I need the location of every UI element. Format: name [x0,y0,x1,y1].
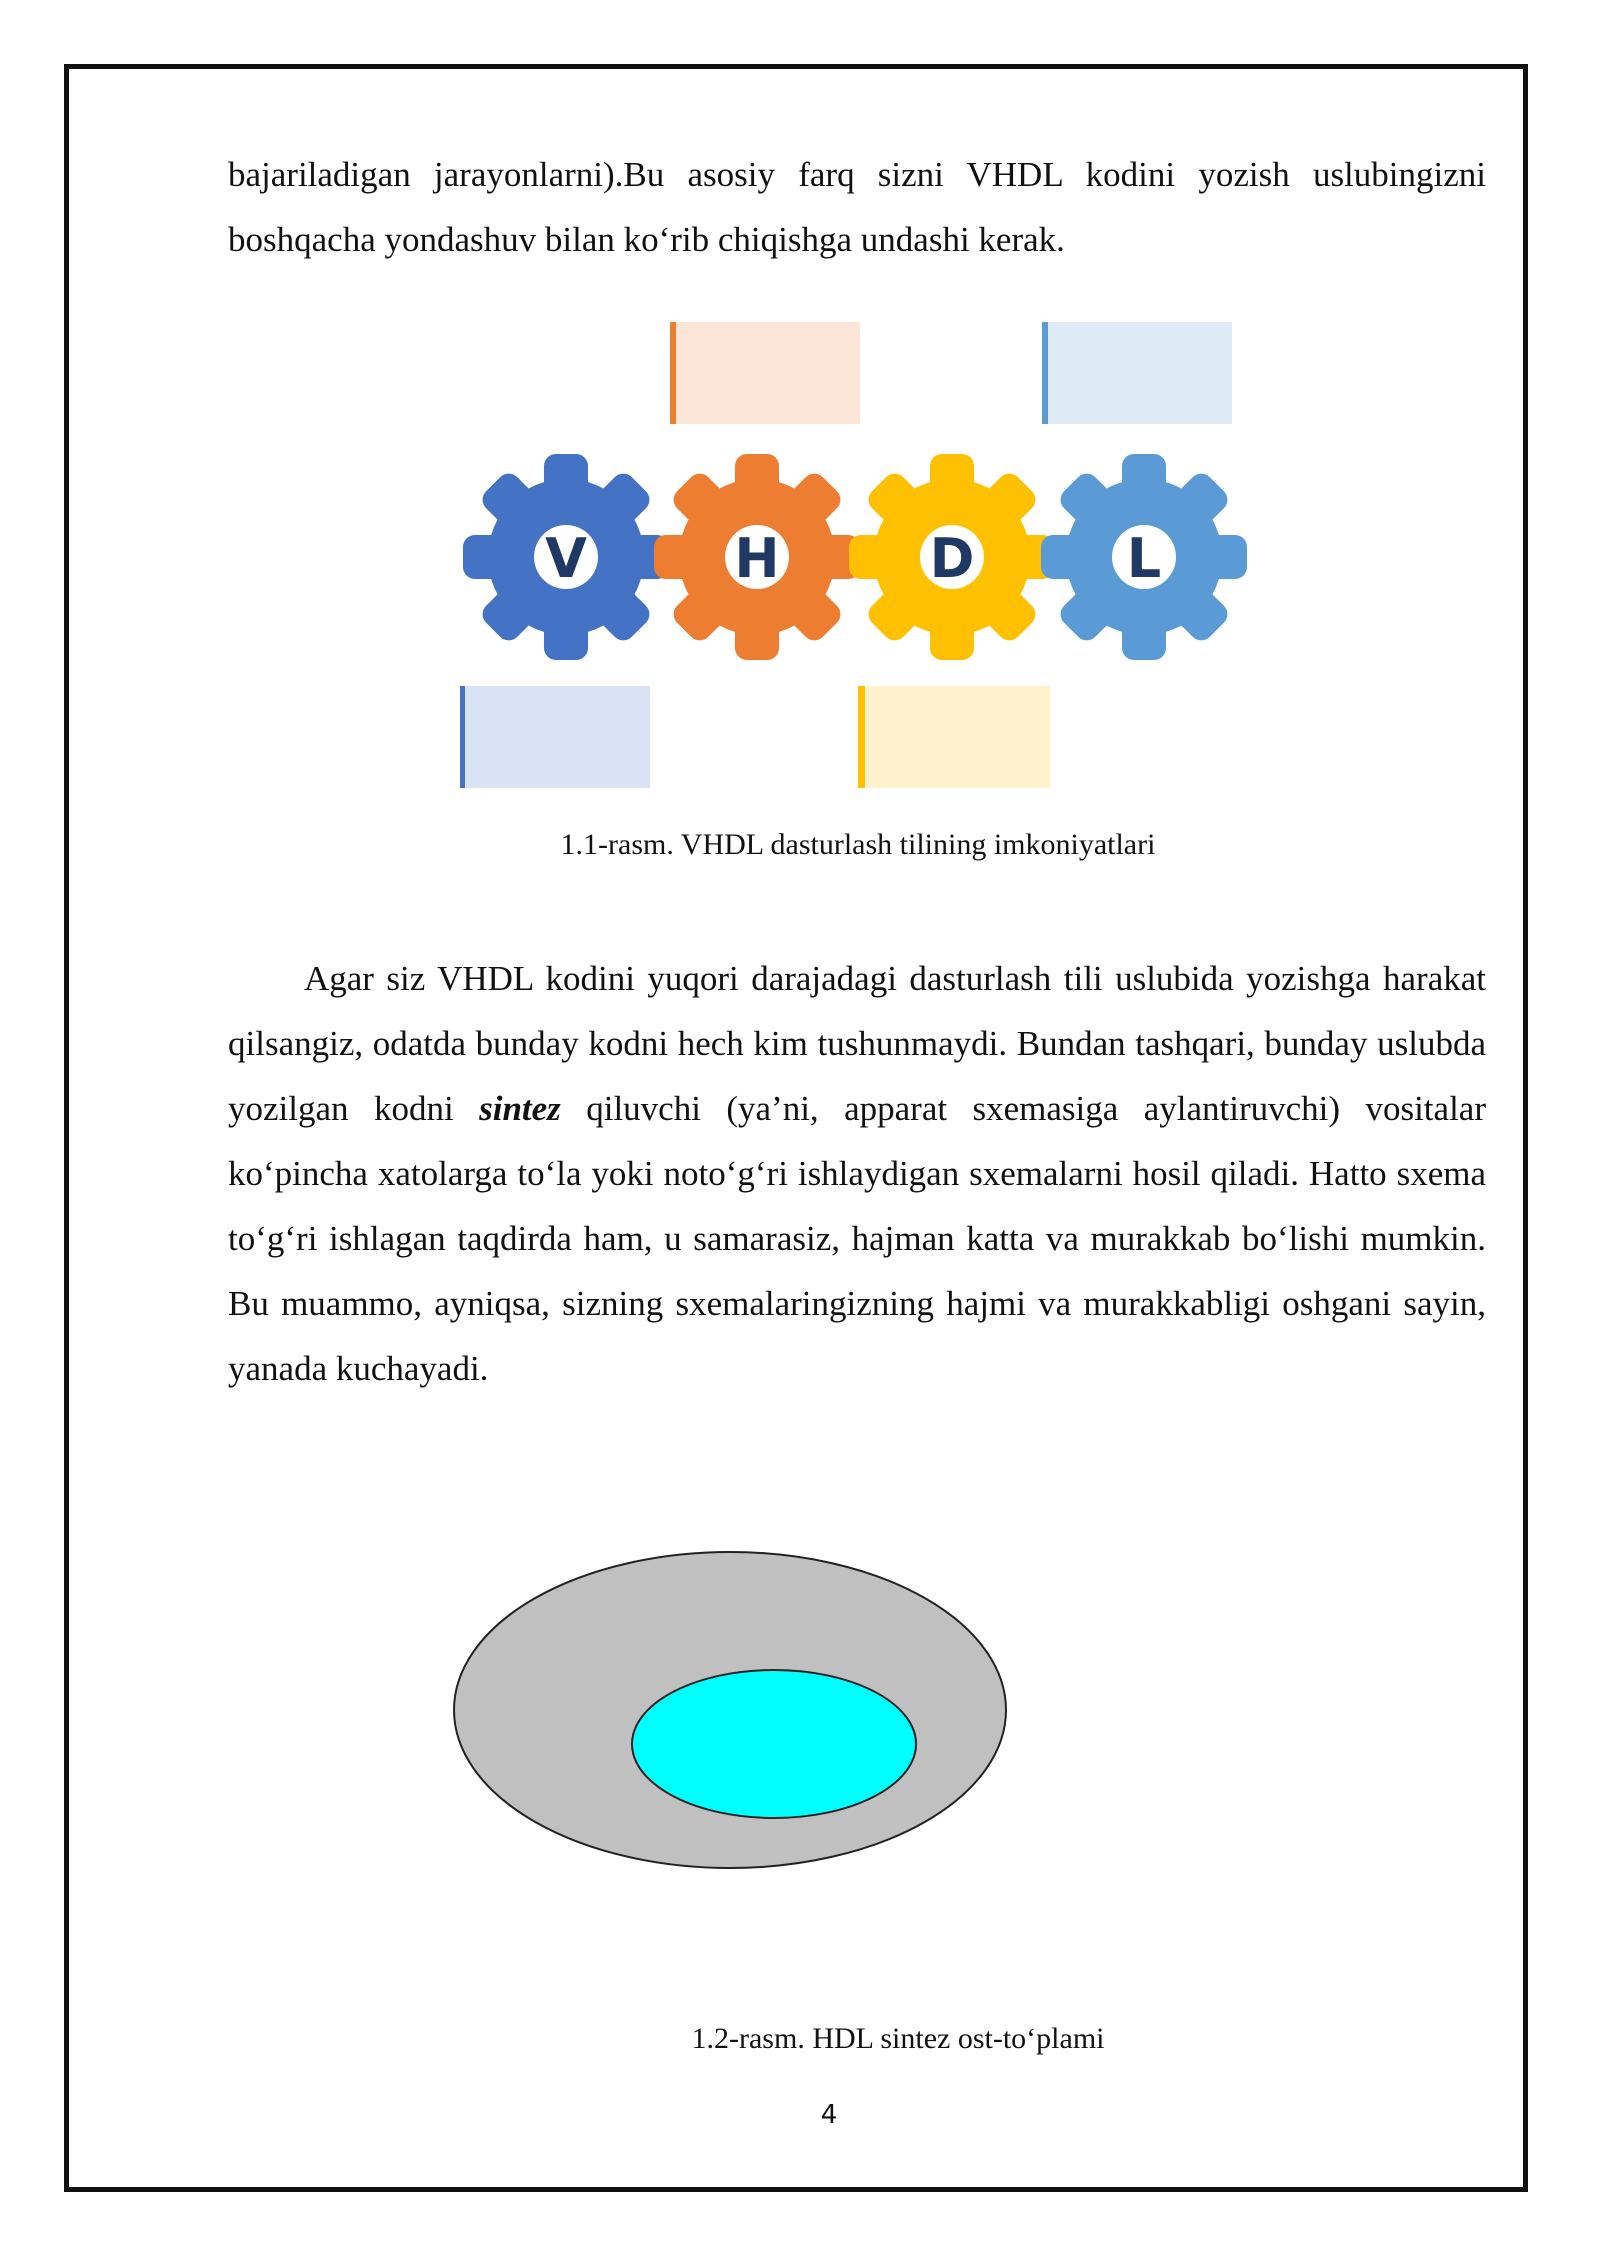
tile-blue-light-bar [1042,322,1048,424]
tile-yellow-bar [858,686,865,788]
inner-set-ellipse [632,1670,916,1818]
paragraph-2-text-a: Agar siz VHDL kodini yuqori darajadagi dasturlash tili uslubida yozishga harakat qilsangiz, odatda bunday kodni hech kim tushunmaydi. Bundan tashqari, bunday uslubda yozilgan kodni [228,959,1486,1128]
tile-orange [670,322,860,424]
gear-letter-l: L [1126,527,1162,590]
gear-v-icon [463,454,669,660]
tile-blue [460,686,650,788]
page-number: 4 [820,2100,838,2130]
figure-1-caption: 1.1-rasm. VHDL dasturlash tilining imkoniyatlari [560,828,1156,861]
figure-hdl-subset [440,1540,1020,1880]
tile-orange-bar [670,322,676,424]
gear-h-icon [654,454,860,660]
paragraph-2 [228,946,1486,1401]
paragraph-1: bajariladigan jarayonlarni).Bu asosiy farq sizni VHDL kodini yozish uslubingizni boshqacha yondashuv bilan ko‘rib chiqishga undashi kerak. [228,155,1486,259]
tile-blue-light [1042,322,1232,424]
gear-letter-h: H [734,527,780,590]
gear-l-icon [1041,454,1247,660]
tile-blue-bar [460,686,465,788]
gear-letter-d: D [929,527,975,590]
term-sintez: sintez [479,1089,561,1128]
paragraph-2-text-b: qiluvchi (ya’ni, apparat sxemasiga aylantiruvchi) vositalar ko‘pincha xatolarga to‘la yoki noto‘g‘ri ishlaydigan sxemalarni hosil qiladi. Hatto sxema to‘g‘ri ishlagan taqdirda ham, u samarasiz, hajman katta va murakkab bo‘lishi mumkin. Bu muammo, ayniqsa, sizning sxemalaringizning hajmi va murakkabligi oshgani sayin, yanada kuchayadi. [228,1089,1486,1388]
tile-yellow [858,686,1050,788]
figure-vhdl-gears [460,310,1260,810]
gear-d-icon [849,454,1055,660]
figure-2-caption: 1.2-rasm. HDL sintez ost-to‘plami [691,2022,1105,2055]
gear-letter-v: V [545,527,587,590]
